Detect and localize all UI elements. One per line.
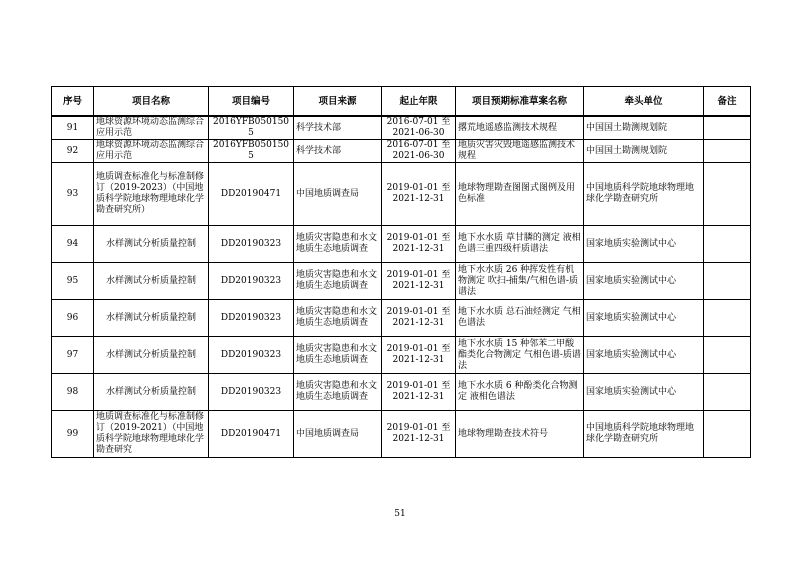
project-name: 地质调查标准化与标准制修订（2019-2023）（中国地质科学院地球物理地球化学勘查研究所） bbox=[94, 163, 209, 226]
remark bbox=[704, 411, 751, 458]
table-row bbox=[52, 263, 751, 300]
project-name: 水样测试分析质量控制 bbox=[94, 263, 209, 300]
remark bbox=[704, 226, 751, 263]
standard-name: 地下水水质 26 种挥发性有机物测定 吹扫-捕集/气相色谱-质谱法 bbox=[456, 263, 584, 300]
remark bbox=[704, 263, 751, 300]
period bbox=[382, 116, 456, 140]
period-end: 2021-12-31 bbox=[392, 434, 445, 444]
project-source: 科学技术部 bbox=[294, 140, 382, 163]
header-period: 起止年限 bbox=[382, 87, 456, 117]
lead-unit: 国家地质实验测试中心 bbox=[584, 300, 704, 337]
row-number: 97 bbox=[52, 337, 94, 374]
remark bbox=[704, 374, 751, 411]
remark bbox=[704, 140, 751, 163]
lead-unit: 中国国土勘测规划院 bbox=[584, 116, 704, 140]
period-end: 2021-12-31 bbox=[392, 244, 445, 254]
standard-name: 撂荒地遥感监测技术规程 bbox=[456, 116, 584, 140]
table-row bbox=[52, 337, 751, 374]
period bbox=[382, 337, 456, 374]
table-row bbox=[52, 163, 751, 226]
project-source: 地质灾害隐患和水文地质生态地质调查 bbox=[294, 300, 382, 337]
row-number: 93 bbox=[52, 163, 94, 226]
project-source: 科学技术部 bbox=[294, 116, 382, 140]
project-source: 地质灾害隐患和水文地质生态地质调查 bbox=[294, 337, 382, 374]
period-start: 2019-01-01 至 bbox=[386, 233, 451, 243]
period-end: 2021-06-30 bbox=[392, 151, 445, 161]
remark bbox=[704, 163, 751, 226]
table-row bbox=[52, 411, 751, 458]
table-body bbox=[52, 116, 751, 458]
project-code: DD20190323 bbox=[209, 337, 294, 374]
row-number: 91 bbox=[52, 116, 94, 140]
period bbox=[382, 226, 456, 263]
project-name: 水样测试分析质量控制 bbox=[94, 300, 209, 337]
project-source: 地质灾害隐患和水文地质生态地质调查 bbox=[294, 374, 382, 411]
standard-name: 地质灾害灾毁地遥感监测技术规程 bbox=[456, 140, 584, 163]
project-name: 水样测试分析质量控制 bbox=[94, 226, 209, 263]
table-row bbox=[52, 140, 751, 163]
row-number: 95 bbox=[52, 263, 94, 300]
period-end: 2021-12-31 bbox=[392, 355, 445, 365]
standard-name: 地下水水质 6 种酚类化合物测定 液相色谱法 bbox=[456, 374, 584, 411]
standard-name: 地下水水质 草甘膦的测定 液相色谱三重四级杆质谱法 bbox=[456, 226, 584, 263]
page-number: 51 bbox=[394, 509, 406, 519]
project-source: 地质灾害隐患和水文地质生态地质调查 bbox=[294, 226, 382, 263]
lead-unit: 中国地质科学院地球物理地球化学勘查研究所 bbox=[584, 163, 704, 226]
project-source: 地质灾害隐患和水文地质生态地质调查 bbox=[294, 263, 382, 300]
project-code: 2016YFB0501505 bbox=[209, 140, 294, 163]
period bbox=[382, 140, 456, 163]
lead-unit: 中国国土勘测规划院 bbox=[584, 140, 704, 163]
period-start: 2019-01-01 至 bbox=[386, 307, 451, 317]
period-start: 2019-01-01 至 bbox=[386, 270, 451, 280]
period bbox=[382, 374, 456, 411]
lead-unit: 国家地质实验测试中心 bbox=[584, 374, 704, 411]
remark bbox=[704, 116, 751, 140]
project-code: DD20190323 bbox=[209, 226, 294, 263]
standard-name: 地球物理勘查技术符号 bbox=[456, 411, 584, 458]
period bbox=[382, 411, 456, 458]
project-source: 中国地质调查局 bbox=[294, 163, 382, 226]
period-end: 2021-12-31 bbox=[392, 392, 445, 402]
header-project-source: 项目来源 bbox=[294, 87, 382, 117]
row-number: 94 bbox=[52, 226, 94, 263]
standard-name: 地球物理勘查图图式图例及用色标准 bbox=[456, 163, 584, 226]
period bbox=[382, 300, 456, 337]
period-end: 2021-12-31 bbox=[392, 281, 445, 291]
project-code: DD20190471 bbox=[209, 411, 294, 458]
period-start: 2019-01-01 至 bbox=[386, 344, 451, 354]
project-code: DD20190323 bbox=[209, 300, 294, 337]
period-start: 2019-01-01 至 bbox=[386, 183, 451, 193]
project-code: DD20190471 bbox=[209, 163, 294, 226]
table-row bbox=[52, 300, 751, 337]
period-end: 2021-06-30 bbox=[392, 128, 445, 138]
row-number: 98 bbox=[52, 374, 94, 411]
period-start: 2016-07-01 至 bbox=[386, 140, 451, 150]
project-code: DD20190323 bbox=[209, 374, 294, 411]
row-number: 99 bbox=[52, 411, 94, 458]
table-header-row bbox=[52, 87, 751, 117]
period-start: 2016-07-01 至 bbox=[386, 117, 451, 127]
remark bbox=[704, 300, 751, 337]
project-name: 水样测试分析质量控制 bbox=[94, 374, 209, 411]
table-row bbox=[52, 374, 751, 411]
row-number: 96 bbox=[52, 300, 94, 337]
header-remark: 备注 bbox=[704, 87, 751, 117]
lead-unit: 中国地质科学院地球物理地球化学勘查研究所 bbox=[584, 411, 704, 458]
lead-unit: 国家地质实验测试中心 bbox=[584, 337, 704, 374]
project-name: 地质调查标准化与标准制修订（2019-2021）（中国地质科学院地球物理地球化学勘查研究 bbox=[94, 411, 209, 458]
row-number: 92 bbox=[52, 140, 94, 163]
remark bbox=[704, 337, 751, 374]
project-name: 地球资源环境动态监测综合应用示范 bbox=[94, 140, 209, 163]
table-row bbox=[52, 226, 751, 263]
standard-name: 地下水水质 15 种邻苯二甲酸酯类化合物测定 气相色谱-质谱法 bbox=[456, 337, 584, 374]
period bbox=[382, 263, 456, 300]
period-end: 2021-12-31 bbox=[392, 194, 445, 204]
lead-unit: 国家地质实验测试中心 bbox=[584, 263, 704, 300]
header-no: 序号 bbox=[52, 87, 94, 117]
project-code: 2016YFB0501505 bbox=[209, 116, 294, 140]
period-end: 2021-12-31 bbox=[392, 318, 445, 328]
header-lead-unit: 牵头单位 bbox=[584, 87, 704, 117]
standards-table bbox=[51, 86, 751, 458]
project-code: DD20190323 bbox=[209, 263, 294, 300]
lead-unit: 国家地质实验测试中心 bbox=[584, 226, 704, 263]
header-project-name: 项目名称 bbox=[94, 87, 209, 117]
header-standard-name: 项目预期标准草案名称 bbox=[456, 87, 584, 117]
project-name: 地球资源环境动态监测综合应用示范 bbox=[94, 116, 209, 140]
project-source: 中国地质调查局 bbox=[294, 411, 382, 458]
standard-name: 地下水水质 总石油烃测定 气相色谱法 bbox=[456, 300, 584, 337]
project-name: 水样测试分析质量控制 bbox=[94, 337, 209, 374]
period-start: 2019-01-01 至 bbox=[386, 423, 451, 433]
period-start: 2019-01-01 至 bbox=[386, 381, 451, 391]
table-row bbox=[52, 116, 751, 140]
header-project-code: 项目编号 bbox=[209, 87, 294, 117]
period bbox=[382, 163, 456, 226]
